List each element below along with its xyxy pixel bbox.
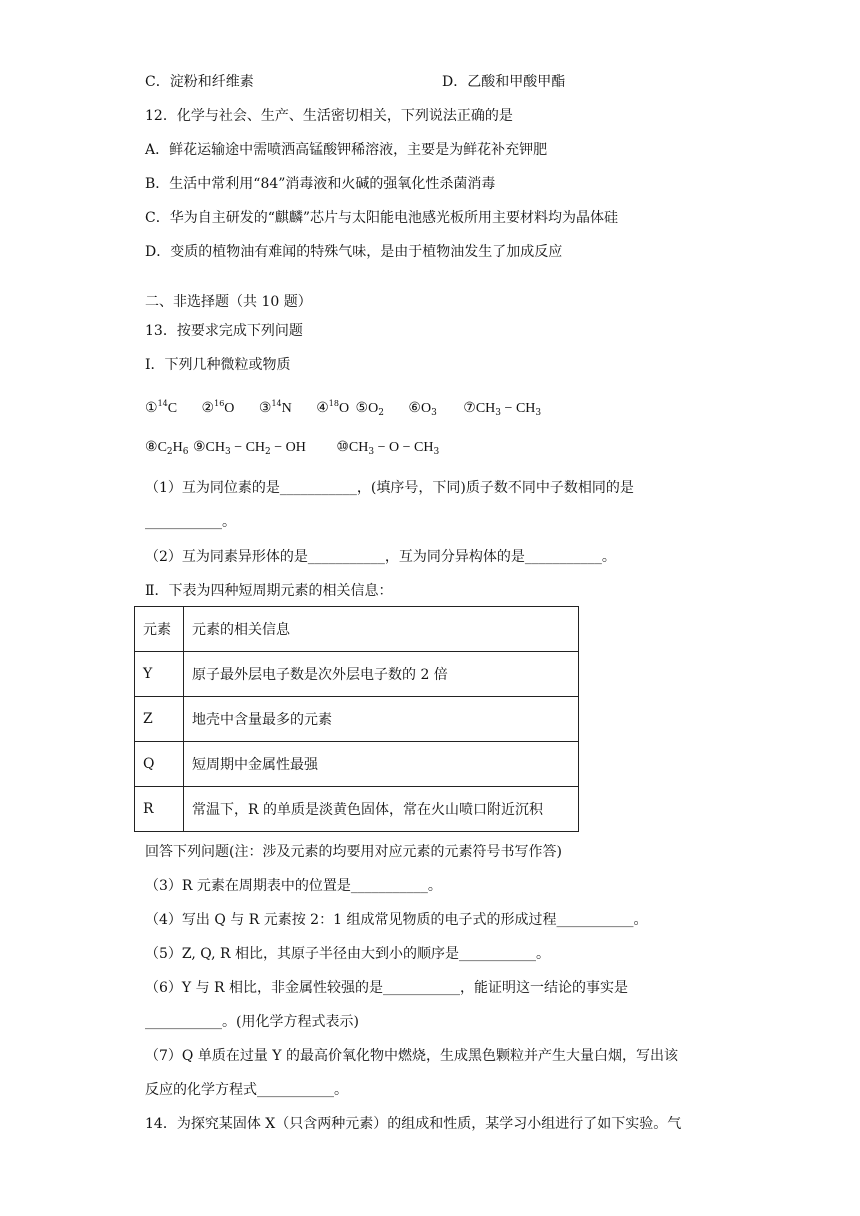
table-cell-element: Z — [135, 697, 184, 742]
q13-sub6-line2: ___________。(用化学方程式表示) — [145, 1014, 359, 1030]
species-3: ③$^{14}$N — [258, 399, 292, 416]
answer-note: 回答下列问题(注：涉及元素的均要用对应元素的元素符号书写作答) — [145, 844, 562, 860]
q13-sub1-line1: （1）互为同位素的是___________，(填序号，下同)质子数不同中子数相同的是 — [145, 480, 634, 496]
q12-stem: 12．化学与社会、生产、生活密切相关，下列说法正确的是 — [145, 108, 513, 124]
species-5: $⑤O_2$ — [355, 400, 384, 418]
q13-sub6-line1: （6）Y 与 R 相比，非金属性较强的是___________，能证明这一结论的事实是 — [145, 980, 629, 996]
table-cell-element: Q — [135, 742, 184, 787]
table-header-row — [135, 607, 579, 652]
species-10: $⑩CH_3 - O - CH_3$ — [336, 439, 440, 457]
table-cell-element: Y — [135, 652, 184, 697]
q13-sub7-line1: （7）Q 单质在过量 Y 的最高价氧化物中燃烧，生成黑色颗粒并产生大量白烟，写出该 — [145, 1048, 678, 1064]
element-info-table — [134, 606, 579, 832]
table-row — [135, 742, 579, 787]
species-row-1 — [145, 394, 555, 423]
table-cell-info: 常温下，R 的单质是淡黄色固体，常在火山喷口附近沉积 — [184, 787, 579, 832]
q12-option-d: D．变质的植物油有难闻的特殊气味，是由于植物油发生了加成反应 — [145, 244, 563, 260]
q14-stem: 14．为探究某固体 X（只含两种元素）的组成和性质，某学习小组进行了如下实验。气 — [145, 1116, 682, 1132]
species-2: ②$^{16}$O — [201, 399, 235, 416]
table-cell-info: 短周期中金属性最强 — [184, 742, 579, 787]
q12-option-a: A．鲜花运输途中需喷洒高锰酸钾稀溶液，主要是为鲜花补充钾肥 — [145, 142, 548, 158]
q11-option-d: D．乙酸和甲酸甲酯 — [442, 74, 566, 90]
species-9: $⑨CH_3 - CH_2$ − OH — [192, 439, 306, 457]
species-1: ①$^{14}$C — [145, 399, 178, 416]
species-4: ④$^{18}$O — [316, 399, 350, 416]
section-heading: 二、非选择题（共 10 题） — [145, 294, 312, 310]
table-row — [135, 697, 579, 742]
q13-sub4: （4）写出 Q 与 R 元素按 2：1 组成常见物质的电子式的形成过程___________。 — [145, 912, 648, 928]
table-row — [135, 787, 579, 832]
q13-part2-heading: Ⅱ．下表为四种短周期元素的相关信息： — [145, 583, 393, 599]
table-header-cell: 元素 — [135, 607, 184, 652]
species-7: $⑦CH_3 - CH_3$ — [463, 400, 542, 418]
table-cell-element: R — [135, 787, 184, 832]
species-6: $⑥O_3$ — [408, 400, 437, 418]
table-header-cell: 元素的相关信息 — [184, 607, 579, 652]
q12-option-c: C．华为自主研发的“麒麟”芯片与太阳能电池感光板所用主要材料均为晶体硅 — [145, 210, 619, 226]
table-row — [135, 652, 579, 697]
table-cell-info: 地壳中含量最多的元素 — [184, 697, 579, 742]
q11-option-c: C．淀粉和纤维素 — [145, 74, 254, 90]
q13-sub5: （5）Z, Q, R 相比，其原子半径由大到小的顺序是___________。 — [145, 946, 550, 962]
species-row-2 — [145, 437, 453, 462]
q13-sub2: （2）互为同素异形体的是___________，互为同分异构体的是___________。 — [145, 549, 616, 565]
q11-options-row — [145, 72, 565, 92]
q13-sub1-line2: ___________。 — [145, 514, 236, 530]
species-8: $⑧C_2H_6$ — [145, 439, 189, 457]
q13-sub7-line2: 反应的化学方程式___________。 — [145, 1082, 348, 1098]
q13-part1-heading: Ⅰ．下列几种微粒或物质 — [145, 357, 291, 373]
q13-stem: 13．按要求完成下列问题 — [145, 323, 303, 339]
q12-option-b: B．生活中常利用“84”消毒液和火碱的强氧化性杀菌消毒 — [145, 176, 496, 192]
q13-sub3: （3）R 元素在周期表中的位置是___________。 — [145, 878, 442, 894]
table-cell-info: 原子最外层电子数是次外层电子数的 2 倍 — [184, 652, 579, 697]
